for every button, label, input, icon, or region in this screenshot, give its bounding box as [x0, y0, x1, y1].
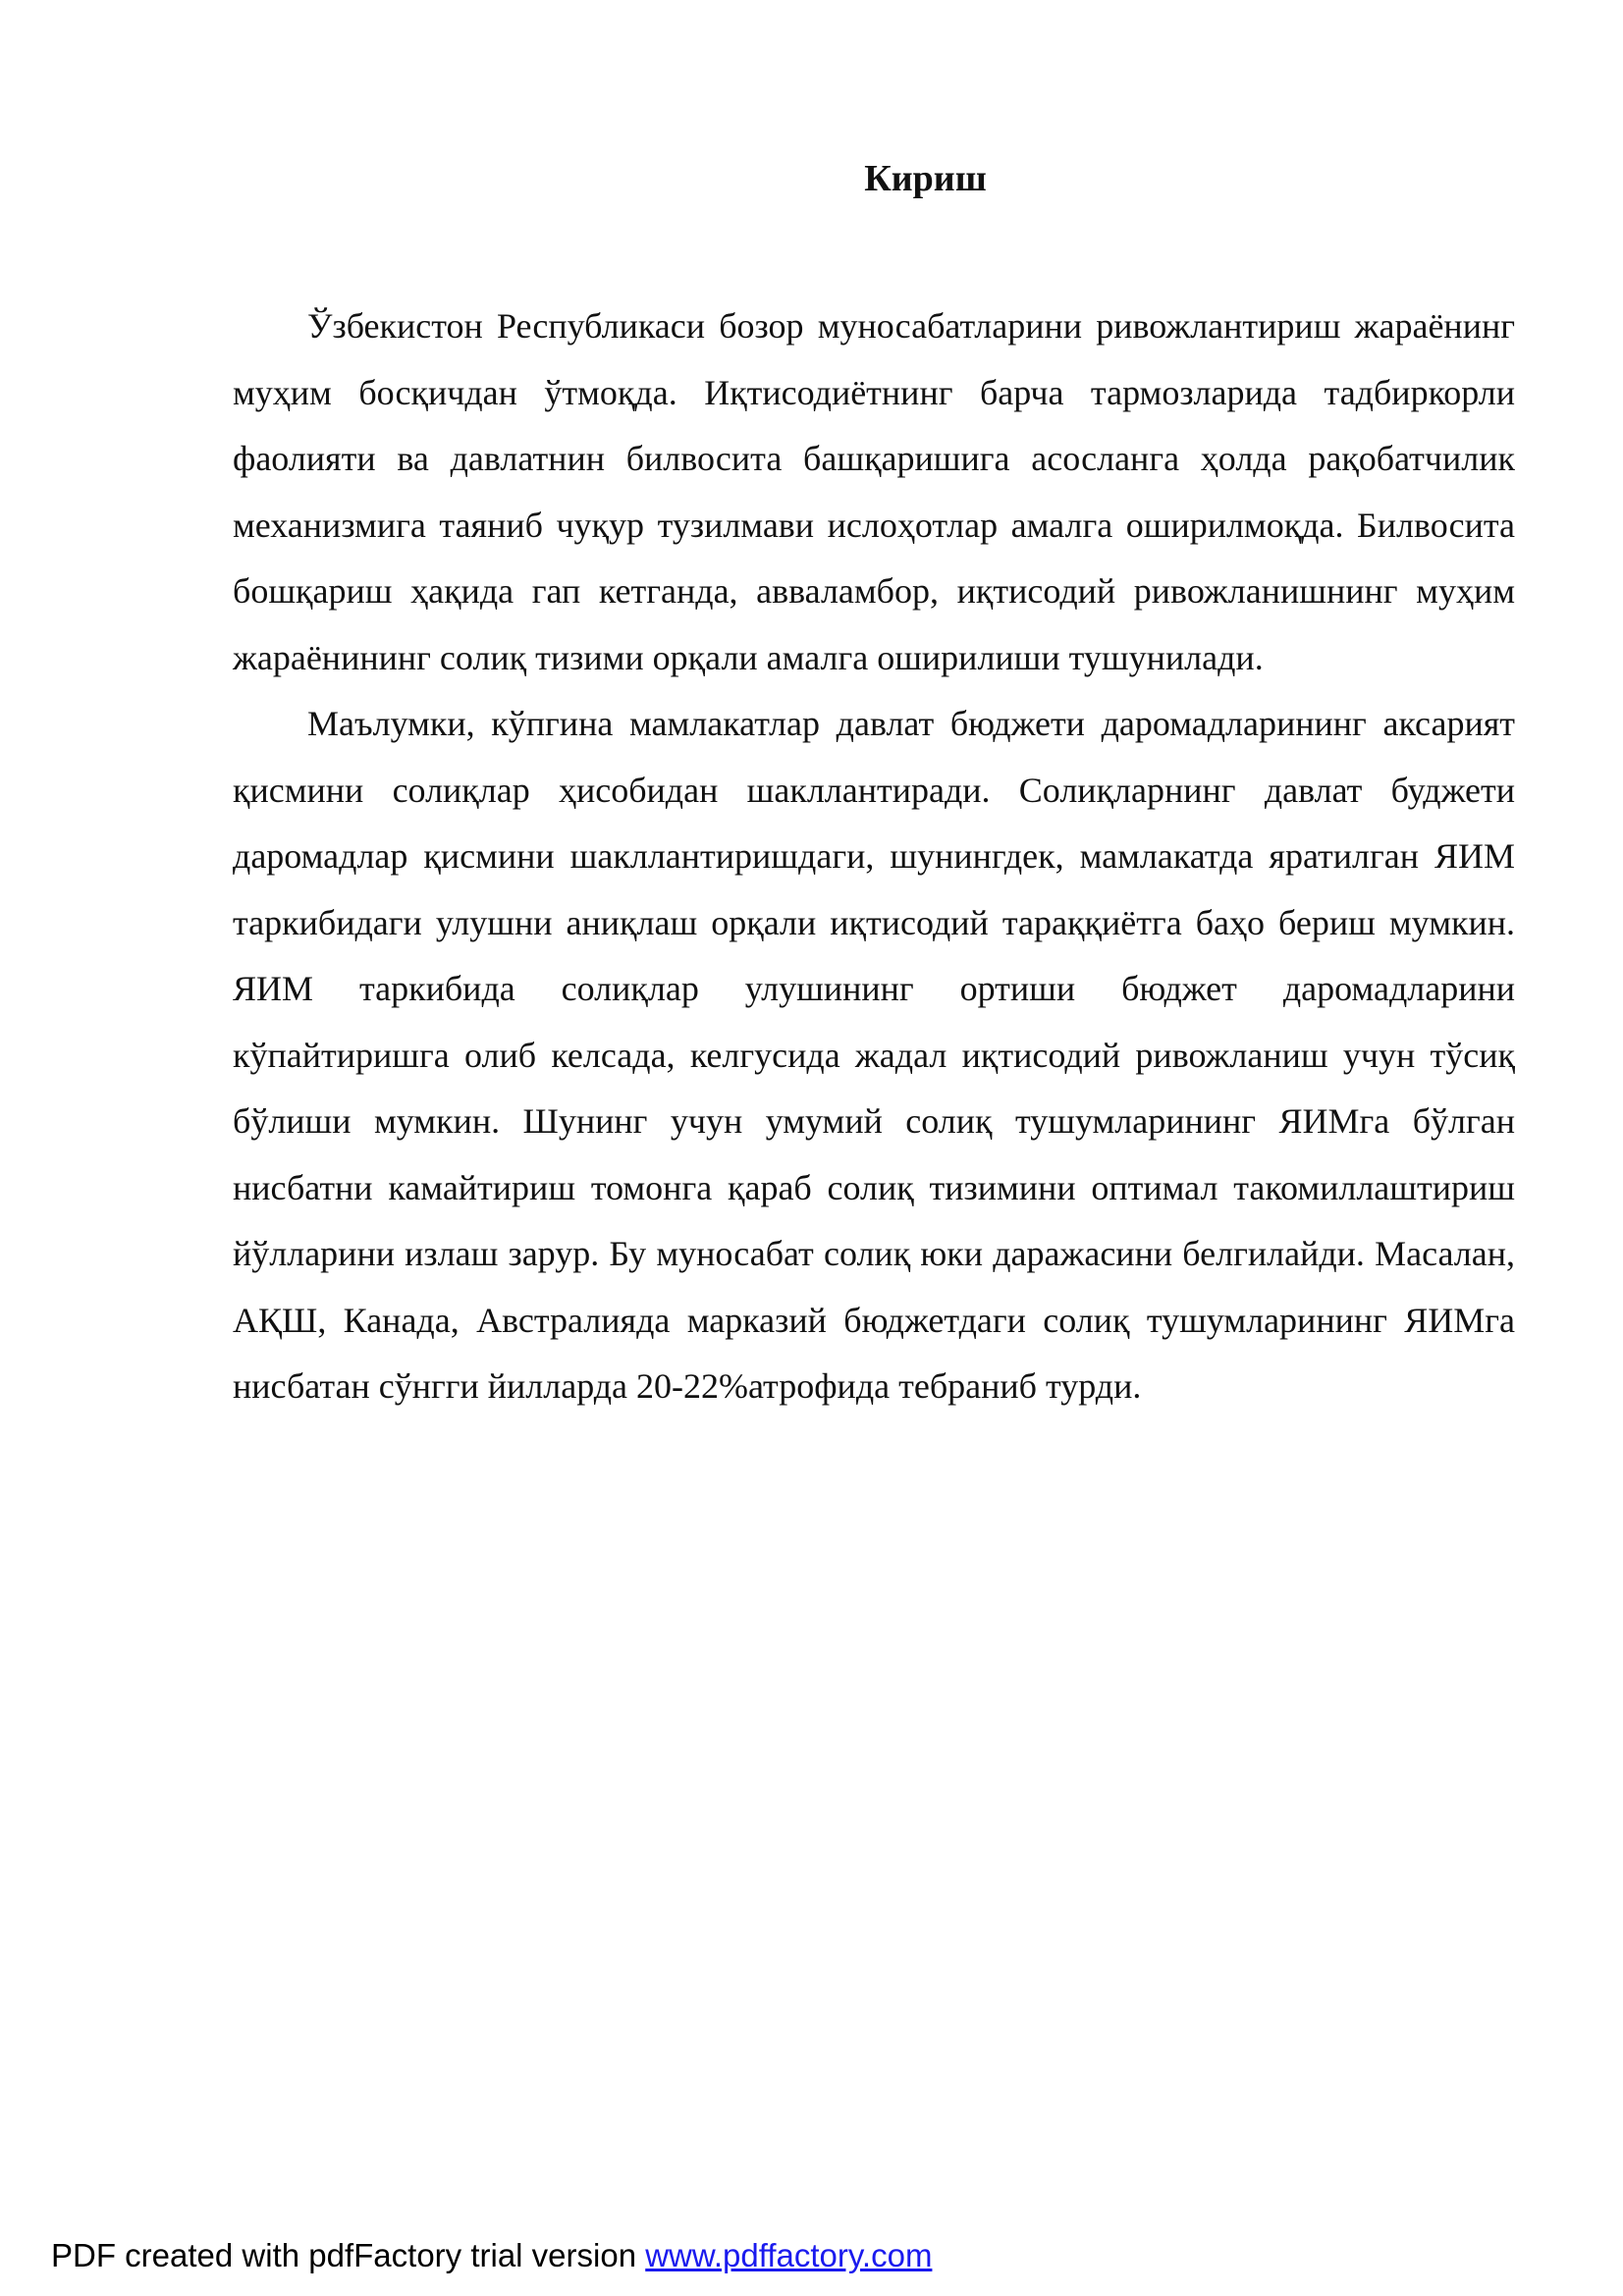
page-title: Кириш — [864, 158, 987, 199]
paragraph-2: Маълумки, кўпгина мамлакатлар давлат бюджети даромадларининг аксарият қисмини солиқлар ҳисобидан шакллантиради. Солиқларнинг давлат буджети даромадлар қисмини шакллантиришдаги, шунингдек, мамлакатда яратилган ЯИМ таркибидаги улушни аниқлаш орқали иқтисодий тараққиётга баҳо бериш мумкин. ЯИМ таркибида солиқлар улушининг ортиши бюджет даромадларини кўпайтиришга олиб келсада, келгусида жадал иқтисодий ривожланиш учун тўсиқ бўлиши мумкин. Шунинг учун умумий солиқ тушумларининг ЯИМга бўлган нисбатни камайтириш томонга қараб солиқ тизимини оптимал такомиллаштириш йўлларини излаш зарур. Бу муносабат солиқ юки даражасини белгилайди. Масалан, АҚШ, Канада, Австралияда марказий бюджетдаги солиқ тушумларининг ЯИМга нисбатан сўнгги йилларда 20-22%атрофида тебраниб турди. — [233, 704, 1515, 1406]
footer-text: PDF created with pdfFactory trial version — [51, 2237, 646, 2273]
pdf-footer — [51, 2236, 932, 2275]
body-text — [233, 294, 1515, 1420]
footer-link[interactable]: www.pdffactory.com — [645, 2237, 933, 2273]
paragraph-1: Ўзбекистон Республикаси бозор муносабатларини ривожлантириш жараёнинг муҳим босқичдан ўтмоқда. Иқтисодиётнинг барча тармозларида тадбиркорли фаолияти ва давлатнин билвосита башқаришига асосланга ҳолда рақобатчилик механизмига таяниб чуқур тузилмави ислоҳотлар амалга оширилмоқда. Билвосита бошқариш ҳақида гап кетганда, авваламбор, иқтисодий ривожланишнинг муҳим жараёнининг солиқ тизими орқали амалга оширилиши тушунилади. — [233, 306, 1515, 677]
